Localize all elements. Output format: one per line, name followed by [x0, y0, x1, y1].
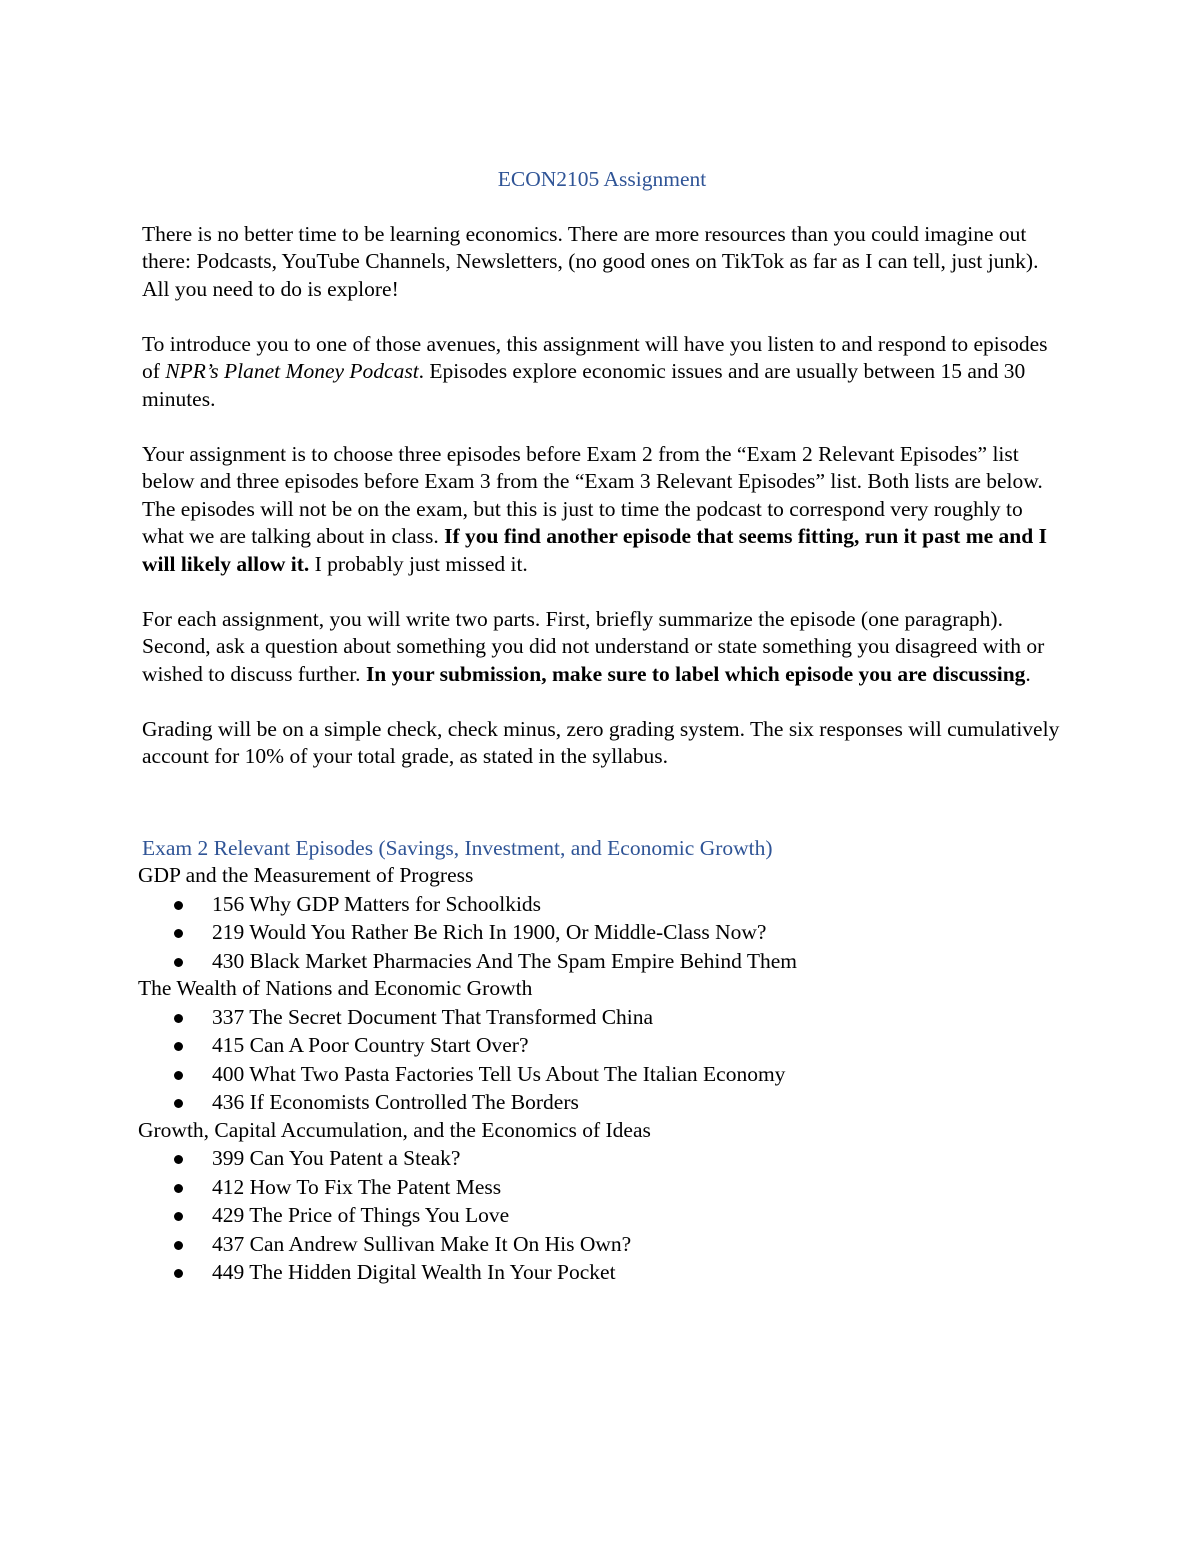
episode-title: 399 Can You Patent a Steak? [212, 1146, 461, 1170]
podcast-name: NPR’s Planet Money Podcast [165, 359, 419, 383]
bullet-icon [174, 1099, 183, 1108]
bullet-icon [174, 1184, 183, 1193]
bullet-icon [174, 1212, 183, 1221]
group-heading: GDP and the Measurement of Progress [138, 863, 474, 887]
episode-title: 429 The Price of Things You Love [212, 1203, 510, 1227]
exam2-section-heading: Exam 2 Relevant Episodes (Savings, Investment, and Economic Growth) [142, 835, 773, 860]
list-item [142, 1089, 1062, 1117]
bullet-icon [174, 929, 183, 938]
episode-list [142, 1145, 1062, 1287]
episode-title: 436 If Economists Controlled The Borders [212, 1090, 579, 1114]
grading-paragraph: Grading will be on a simple check, check minus, zero grading system. The six responses will cumulatively account for 10% of your total grade, as stated in the syllabus. [142, 716, 1060, 768]
episode-group [138, 975, 1062, 1117]
episode-title: 219 Would You Rather Be Rich In 1900, Or Middle-Class Now? [212, 920, 767, 944]
list-item [142, 1004, 1062, 1032]
intro-paragraph: There is no better time to be learning economics. There are more resources than you could imagine out there: Podcasts, YouTube Channels, Newsletters, (no good ones on TikTok as far as I can tell, just junk). All you need to do is explore! [142, 221, 1039, 301]
list-item [142, 919, 1062, 947]
episode-group [138, 862, 1062, 975]
podcast-paragraph-text: To introduce you to one of those avenues, this assignment will have you listen to and respond to episodes of [142, 331, 1048, 383]
assignment-paragraph-bold: If you find another episode that seems fitting, run it past me and I will likely allow it. [142, 524, 1047, 576]
document-title: ECON2105 Assignment [497, 167, 707, 191]
podcast-paragraph [142, 331, 1062, 414]
group-heading: Growth, Capital Accumulation, and the Economics of Ideas [138, 1117, 651, 1142]
bullet-icon [174, 901, 183, 910]
instructions-paragraph [142, 606, 1062, 689]
episode-title: 415 Can A Poor Country Start Over? [212, 1033, 529, 1057]
bullet-icon [174, 1042, 183, 1051]
bullet-icon [174, 958, 183, 967]
episode-title: 412 How To Fix The Patent Mess [212, 1174, 502, 1199]
episode-title: 437 Can Andrew Sullivan Make It On His Own? [212, 1231, 632, 1256]
episode-title: 156 Why GDP Matters for Schoolkids [212, 891, 542, 916]
list-item [142, 891, 1062, 919]
group-heading: The Wealth of Nations and Economic Growth [138, 976, 533, 1000]
list-item [142, 1032, 1062, 1060]
episode-title: 430 Black Market Pharmacies And The Spam Empire Behind Them [212, 948, 797, 973]
episode-title: 337 The Secret Document That Transformed China [212, 1004, 654, 1029]
instructions-paragraph-text: For each assignment, you will write two parts. First, briefly summarize the episode (one paragraph). Second, ask a question about something you did not understand or state something you disagreed with or wished to discuss further. [142, 606, 1045, 686]
list-item [142, 1259, 1062, 1287]
assignment-paragraph-tail: I probably just missed it. [309, 551, 528, 576]
document-page [138, 166, 1062, 1287]
list-item [142, 1231, 1062, 1259]
bullet-icon [174, 1071, 183, 1080]
list-item [142, 948, 1062, 976]
list-item [142, 1174, 1062, 1202]
assignment-paragraph-text: Your assignment is to choose three episodes before Exam 2 from the “Exam 2 Relevant Episodes” list below and three episodes before Exam 3 from the “Exam 3 Relevant Episodes” list. Both lists are below. The episodes will not be on the exam, but this is just to time the podcast to correspond very roughly to what we are talking about in class. [142, 441, 1043, 548]
list-item [142, 1061, 1062, 1089]
instructions-paragraph-tail: . [1025, 661, 1031, 686]
episode-group [138, 1117, 1062, 1287]
episode-title: 449 The Hidden Digital Wealth In Your Pocket [212, 1260, 616, 1284]
podcast-paragraph-tail: . Episodes explore economic issues and are usually between 15 and 30 minutes. [142, 359, 1026, 411]
episode-title: 400 What Two Pasta Factories Tell Us About The Italian Economy [212, 1061, 786, 1086]
bullet-icon [174, 1269, 183, 1278]
assignment-paragraph [142, 441, 1062, 579]
episode-list [142, 1004, 1062, 1117]
instructions-paragraph-bold: In your submission, make sure to label which episode you are discussing [365, 661, 1026, 686]
bullet-icon [174, 1155, 183, 1164]
bullet-icon [174, 1241, 183, 1250]
list-item [142, 1145, 1062, 1173]
bullet-icon [174, 1014, 183, 1023]
list-item [142, 1202, 1062, 1230]
episode-list [142, 891, 1062, 976]
